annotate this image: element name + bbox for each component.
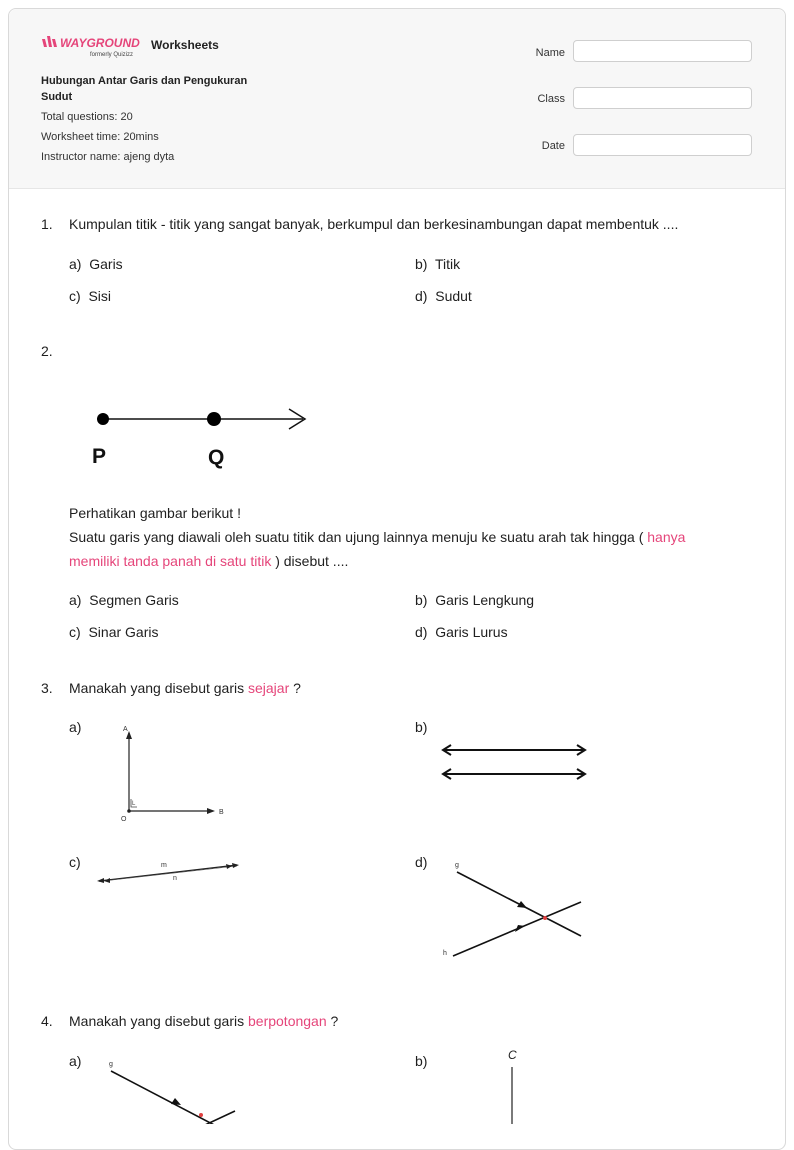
perpendicular-lines-figure[interactable] bbox=[117, 721, 233, 825]
total-questions: Total questions: 20 bbox=[41, 111, 133, 123]
name-label: Name bbox=[535, 47, 565, 59]
class-field[interactable] bbox=[573, 87, 752, 109]
brand-label: Worksheets bbox=[151, 38, 219, 52]
worksheet-time: Worksheet time: 20mins bbox=[41, 131, 159, 143]
highlight-text: sejajar bbox=[248, 680, 290, 696]
svg-text:g: g bbox=[455, 862, 459, 869]
question-text: Suatu garis yang diawali oleh suatu titik dan ujung lainnya menuju ke suatu arah tak hingga ( hanya memiliki tanda panah di satu titik ) disebut .... bbox=[69, 529, 686, 569]
option-a-letter[interactable]: a) bbox=[69, 1053, 82, 1069]
svg-text:WAYGROUND: WAYGROUND bbox=[60, 36, 140, 50]
wayground-logo bbox=[41, 33, 143, 59]
option-d-letter[interactable]: d) bbox=[415, 854, 428, 870]
class-label: Class bbox=[537, 93, 565, 105]
option-c[interactable]: c) Sinar Garis bbox=[69, 624, 159, 640]
instructor-name: Instructor name: ajeng dyta bbox=[41, 151, 175, 163]
option-b-letter[interactable]: b) bbox=[415, 719, 428, 735]
worksheet-header bbox=[9, 9, 785, 189]
highlight-text: hanya memiliki tanda panah di satu titik bbox=[69, 529, 686, 569]
option-a-letter[interactable]: a) bbox=[69, 719, 82, 735]
intersecting-lines-figure[interactable] bbox=[105, 1055, 245, 1124]
svg-text:h: h bbox=[443, 950, 447, 957]
svg-text:A: A bbox=[123, 726, 128, 733]
worksheet-page bbox=[8, 8, 786, 1150]
intersecting-lines-figure[interactable] bbox=[439, 857, 587, 961]
svg-text:m: m bbox=[161, 862, 167, 869]
date-label: Date bbox=[541, 140, 565, 152]
highlight-text: berpotongan bbox=[248, 1013, 327, 1029]
option-d[interactable]: d) Garis Lurus bbox=[415, 624, 508, 640]
question-number: 4. bbox=[41, 1013, 53, 1029]
option-b-letter[interactable]: b) bbox=[415, 1053, 428, 1069]
question-number: 3. bbox=[41, 680, 53, 696]
name-field[interactable] bbox=[573, 40, 752, 62]
option-c[interactable]: c) Sisi bbox=[69, 288, 112, 304]
option-d[interactable]: d) Sudut bbox=[415, 288, 472, 304]
svg-text:g: g bbox=[109, 1061, 113, 1068]
svg-text:Q: Q bbox=[208, 446, 225, 469]
svg-text:L: L bbox=[132, 801, 136, 807]
question-text: Manakah yang disebut garis sejajar ? bbox=[69, 680, 301, 696]
option-a[interactable]: a) Garis bbox=[69, 256, 123, 272]
svg-text:formerly Quizizz: formerly Quizizz bbox=[90, 52, 134, 58]
question-intro: Perhatikan gambar berikut ! bbox=[69, 505, 241, 521]
svg-text:B: B bbox=[219, 809, 224, 816]
question-text: Manakah yang disebut garis berpotongan ? bbox=[69, 1013, 339, 1029]
worksheet-title: Hubungan Antar Garis dan Pengukuran Sudut bbox=[41, 75, 248, 103]
question-number: 2. bbox=[41, 343, 53, 359]
svg-text:n: n bbox=[173, 875, 177, 882]
question-number: 1. bbox=[41, 216, 53, 232]
vertical-line-figure[interactable] bbox=[499, 1047, 529, 1124]
option-a[interactable]: a) Segmen Garis bbox=[69, 592, 179, 608]
parallel-lines-figure[interactable] bbox=[437, 733, 593, 785]
option-c-letter[interactable]: c) bbox=[69, 854, 81, 870]
ray-pq-figure bbox=[69, 397, 313, 483]
svg-text:O: O bbox=[121, 816, 127, 823]
date-field[interactable] bbox=[573, 134, 752, 156]
svg-text:P: P bbox=[92, 445, 107, 468]
question-text: Kumpulan titik - titik yang sangat banyak, berkumpul dan berkesinambungan dapat membentuk .... bbox=[69, 216, 679, 232]
option-b[interactable]: b) Titik bbox=[415, 256, 461, 272]
svg-text:C: C bbox=[508, 1048, 517, 1062]
coinciding-lines-figure[interactable] bbox=[95, 857, 245, 887]
option-b[interactable]: b) Garis Lengkung bbox=[415, 592, 535, 608]
